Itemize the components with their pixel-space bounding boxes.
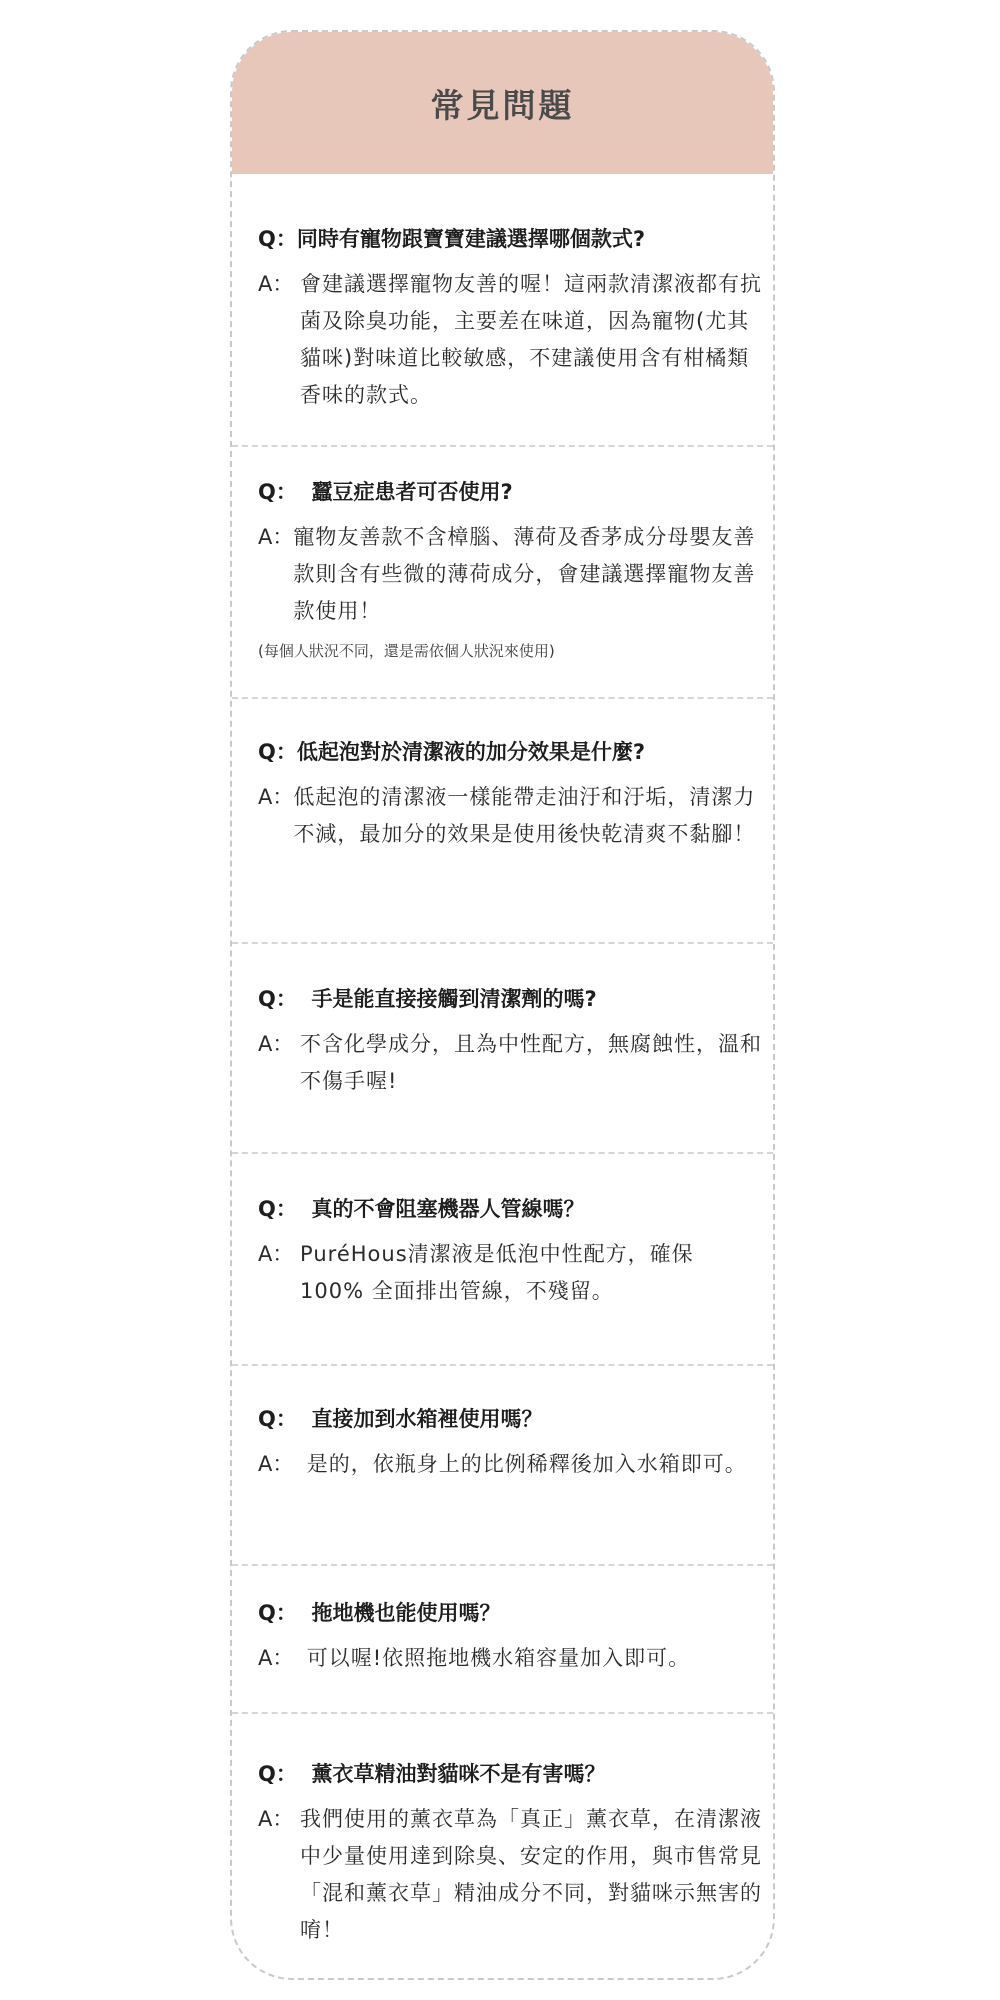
faq-question bbox=[258, 984, 763, 1014]
answer-text: 寵物友善款不含樟腦、薄荷及香茅成分母嬰友善款則含有些微的薄荷成分，會建議選擇寵物友善款使用！ bbox=[293, 525, 756, 623]
answer-prefix: A： bbox=[258, 1646, 307, 1670]
faq-note: (每個人狀況不同，還是需依個人狀況來使用) bbox=[258, 642, 555, 660]
question-text: 直接加到水箱裡使用嗎？ bbox=[311, 1407, 543, 1431]
faq-answer bbox=[258, 1446, 763, 1483]
faq-item bbox=[232, 1154, 773, 1366]
question-prefix: Q： bbox=[258, 1407, 312, 1431]
faq-item bbox=[232, 944, 773, 1154]
question-prefix: Q： bbox=[258, 227, 297, 251]
answer-prefix: A： bbox=[258, 785, 294, 809]
question-prefix: Q： bbox=[258, 480, 312, 504]
answer-prefix: A： bbox=[258, 1242, 301, 1266]
faq-item bbox=[232, 699, 773, 944]
answer-prefix: A： bbox=[258, 272, 301, 296]
faq-item bbox=[232, 1566, 773, 1714]
question-text: 同時有寵物跟寶寶建議選擇哪個款式? bbox=[296, 227, 646, 251]
faq-item bbox=[232, 1714, 773, 1949]
question-prefix: Q： bbox=[258, 1601, 312, 1625]
faq-question bbox=[258, 224, 763, 254]
answer-prefix: A： bbox=[258, 1452, 307, 1476]
faq-question bbox=[258, 1194, 763, 1224]
question-text: 低起泡對於清潔液的加分效果是什麼? bbox=[296, 740, 646, 764]
question-prefix: Q： bbox=[258, 740, 297, 764]
faq-item bbox=[232, 447, 773, 699]
answer-text: 我們使用的薰衣草為「真正」薰衣草，在清潔液中少量使用達到除臭、安定的作用，與市售常見「混和薰衣草」精油成分不同，對貓咪示無害的唷！ bbox=[300, 1807, 763, 1942]
faq-answer bbox=[258, 1640, 763, 1677]
question-prefix: Q： bbox=[258, 987, 312, 1011]
answer-text: 可以喔!依照拖地機水箱容量加入即可。 bbox=[306, 1646, 691, 1670]
question-text: 拖地機也能使用嗎？ bbox=[311, 1601, 501, 1625]
faq-question bbox=[258, 737, 763, 767]
faq-question bbox=[258, 1404, 763, 1434]
faq-question bbox=[258, 477, 763, 507]
question-prefix: Q： bbox=[258, 1197, 312, 1221]
faq-item bbox=[232, 1366, 773, 1566]
faq-card bbox=[230, 30, 775, 1980]
page-title: 常見問題 bbox=[430, 85, 575, 125]
answer-prefix: A： bbox=[258, 1032, 301, 1056]
answer-text: PuréHous清潔液是低泡中性配方，確保 100% 全面排出管線，不殘留。 bbox=[300, 1242, 694, 1303]
faq-item bbox=[232, 174, 773, 447]
question-prefix: Q： bbox=[258, 1762, 312, 1786]
answer-prefix: A： bbox=[258, 1807, 301, 1831]
answer-text: 會建議選擇寵物友善的喔！這兩款清潔液都有抗菌及除臭功能，主要差在味道，因為寵物(尤其貓咪)對味道比較敏感，不建議使用含有柑橘類香味的款式。 bbox=[300, 272, 763, 407]
question-text: 薰衣草精油對貓咪不是有害嗎？ bbox=[311, 1762, 606, 1786]
faq-answer bbox=[258, 1801, 763, 1949]
answer-text: 是的，依瓶身上的比例稀釋後加入水箱即可。 bbox=[306, 1452, 747, 1476]
faq-question bbox=[258, 1759, 763, 1789]
faq-answer bbox=[258, 519, 763, 630]
question-text: 手是能直接接觸到清潔劑的嗎? bbox=[311, 987, 597, 1011]
faq-answer bbox=[258, 779, 763, 853]
faq-answer bbox=[258, 1026, 763, 1100]
faq-answer bbox=[258, 1236, 763, 1310]
faq-question bbox=[258, 1598, 763, 1628]
question-text: 蠶豆症患者可否使用? bbox=[311, 480, 513, 504]
faq-answer bbox=[258, 266, 763, 414]
question-text: 真的不會阻塞機器人管線嗎？ bbox=[311, 1197, 585, 1221]
faq-header bbox=[232, 32, 773, 174]
answer-text: 低起泡的清潔液一樣能帶走油汙和汙垢，清潔力不減，最加分的效果是使用後快乾清爽不黏腳！ bbox=[293, 785, 756, 846]
answer-text: 不含化學成分，且為中性配方，無腐蝕性，溫和不傷手喔! bbox=[300, 1032, 763, 1093]
answer-prefix: A： bbox=[258, 525, 294, 549]
